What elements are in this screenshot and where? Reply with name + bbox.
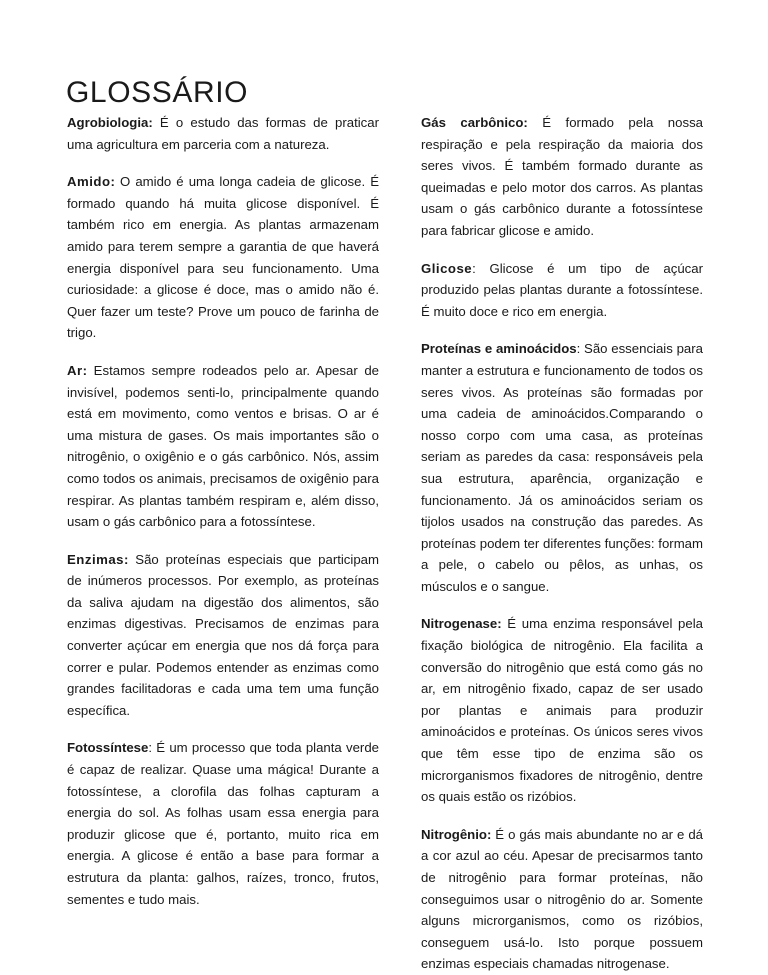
glossary-term: Nitrogênio: [421, 826, 487, 842]
glossary-term: Gás carbônico: [421, 115, 524, 130]
glossary-term-separator: :: [82, 362, 88, 378]
glossary-term-separator: :: [497, 616, 502, 632]
glossary-entry: [421, 258, 703, 323]
glossary-term: Enzimas: [67, 551, 125, 567]
glossary-term: Ar: [67, 362, 83, 378]
glossary-entry: [67, 360, 379, 533]
glossary-term: Proteínas e aminoácidos: [421, 341, 577, 357]
glossary-entry: [67, 549, 379, 722]
glossary-term: Glicose: [421, 260, 473, 276]
glossary-entry: [421, 613, 703, 807]
glossary-term-separator: :: [148, 115, 153, 130]
glossary-entry: [421, 824, 703, 975]
glossary-entry: [67, 737, 379, 910]
page-title: GLOSSÁRIO: [66, 76, 249, 110]
glossary-definition: O amido é uma longa cadeia de glicose. É formado quando há muita glicose disponível. É também rico em energia. As plantas armazenam amido para terem sempre a garantia de que haverá energia disponível para seu funcionamento. Uma curiosidade: a glicose é doce, mas o amido não é. Quer fazer um teste? Prove um pouco de farinha de trigo.: [67, 174, 379, 341]
column-left: [0, 112, 390, 975]
glossary-definition: Estamos sempre rodeados pelo ar. Apesar de invisível, podemos senti-lo, principalmente quando está em movimento, como ventos e brisas. O ar é uma mistura de gases. Os mais importantes são o nitrogênio, o oxigênio e o gás carbônico. Nós, assim como todos os animais, precisamos de oxigênio para respirar. As plantas também respiram e, além disso, usam o gás carbônico para a fotossíntese.: [67, 362, 379, 530]
glossary-definition: Glicose é um tipo de açúcar produzido pelas plantas durante a fotossíntese. É muito doce e rico em energia.: [421, 260, 703, 319]
column-right: [390, 112, 768, 975]
glossary-definition: São proteínas especiais que participam de inúmeros processos. Por exemplo, as proteínas da saliva ajudam na digestão dos alimentos, são enzimas digestivas. Precisamos de enzimas para converter açúcar em energia que nos dá força para correr e pular. Podemos entender as enzimas como grandes facilitadoras e cada uma tem uma função específica.: [67, 551, 379, 718]
glossary-entry: [67, 112, 379, 155]
glossary-definition: É uma enzima responsável pela fixação biológica de nitrogênio. Ela facilita a conversão do nitrogênio que está como gás no ar, em nitrogênio fixado, capaz de ser usado por plantas e animais para produzir aminoácidos e proteínas. Os únicos seres vivos que têm esse tipo de enzima são os microrganismos fixadores de nitrogênio, dentre os quais estão os rizóbios.: [421, 616, 703, 805]
two-column-body: [0, 112, 768, 975]
glossary-term-separator: :: [523, 115, 528, 130]
glossary-definition: É o estudo das formas de praticar uma agricultura em parceria com a natureza.: [67, 115, 379, 152]
glossary-term-separator: :: [486, 826, 492, 842]
glossary-definition: É o gás mais abundante no ar e dá a cor azul ao céu. Apesar de precisarmos tanto de nitrogênio para formar proteínas, não conseguimos usar o nitrogênio do ar. Somente alguns microrganismos, como os rizóbios, conseguem usá-lo. Isto porque possuem enzimas especiais chamadas nitrogenase.: [421, 826, 703, 972]
glossary-term-separator: :: [148, 740, 153, 756]
glossary-term-separator: :: [124, 551, 129, 567]
glossary-entry: [67, 171, 379, 344]
glossary-term: Amido: [67, 174, 111, 190]
glossary-definition: É um processo que toda planta verde é capaz de realizar. Quase uma mágica! Durante a fotossíntese, a clorofila das folhas capturam a energia do sol. As folhas usam essa energia para produzir glicose que é, portanto, muito rica em energia. A glicose é então a base para formar a estrutura da planta: galhos, raízes, tronco, frutos, sementes e tudo mais.: [67, 740, 379, 907]
glossary-definition: É formado pela nossa respiração e pela respiração da maioria dos seres vivos. É também formado durante as queimadas e pelo motor dos carros. As plantas usam o gás carbônico durante a fotossíntese para fabricar glicose e amido.: [421, 115, 703, 238]
glossary-term-separator: :: [110, 174, 115, 190]
glossary-entry: [421, 338, 703, 597]
glossary-definition: São essenciais para manter a estrutura e funcionamento de todos os seres vivos. As proteínas são formadas por uma cadeia de aminoácidos.Comparando o nosso corpo com uma casa, as proteínas seriam as paredes da casa: responsáveis pela sua estrutura, aparência, organização e funcionamento. Já os aminoácidos seriam os tijolos usados na construção das paredes. As proteínas podem ter diferentes funções: formam a pele, o cabelo ou pêlos, as unhas, os músculos e o sangue.: [421, 341, 703, 594]
glossary-term: Fotossíntese: [67, 740, 149, 756]
glossary-term-separator: :: [472, 260, 476, 276]
glossary-entry: [421, 112, 703, 242]
glossary-term: Agrobiologia: [67, 115, 149, 130]
glossary-term-separator: :: [576, 341, 581, 357]
glossary-term: Nitrogenase: [421, 616, 498, 632]
